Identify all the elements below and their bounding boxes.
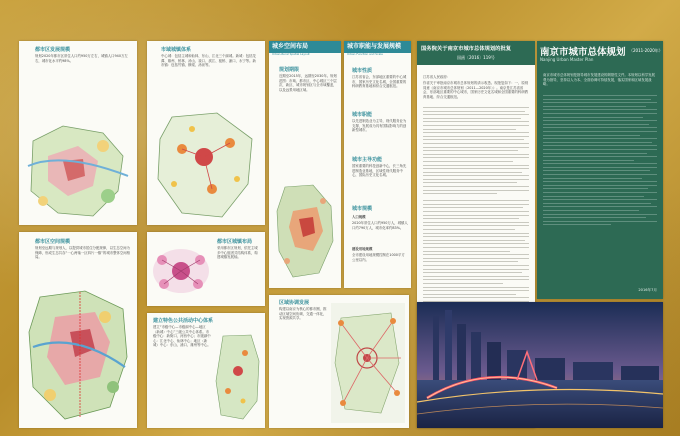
leading-function-text: 国家重要的科技创新中心，长三角先进制造业基地，区域性现代服务中心，国际历史文化名城。 bbox=[352, 164, 407, 178]
regional-coordination-title: 区域协调发展 bbox=[279, 300, 310, 306]
master-plan-panel bbox=[537, 41, 663, 299]
population-scale-label: 人口规模 bbox=[352, 215, 366, 219]
planning-period-text: 近期至2015年，远期至2030年。规划范围：市域、都市区、中心城区三个层次，新区、城市规划区与全市域覆盖，以及远景用地区域。 bbox=[279, 74, 337, 92]
urban-scale-text: 规划2020年都市区常住人口约950万左右，城镇人口940万左右，城市化水平约98%。 bbox=[35, 54, 128, 63]
regional-coordination-panel bbox=[269, 295, 409, 428]
master-plan-years: （2011-2020年） bbox=[629, 48, 663, 53]
urban-scale-title: 都市区发展规模 bbox=[35, 47, 71, 53]
master-plan-date: 2016年7月 bbox=[638, 288, 657, 292]
land-scale-text: 全市建设用地规模控制在1000平方公里以内。 bbox=[352, 253, 405, 262]
urban-function-header-sub: Urban Function and Scale bbox=[347, 52, 383, 56]
city-function-title: 城市职能 bbox=[352, 112, 373, 118]
city-nature-text: 江苏省省会，东部地区重要的中心城市，国家历史文化名城，全国重要的科研教育基地和综合交通枢纽。 bbox=[352, 75, 407, 89]
urban-space-panel bbox=[19, 232, 137, 428]
approval-header-sub: 国函〔2016〕119号 bbox=[457, 55, 495, 60]
urban-rural-panel bbox=[269, 41, 341, 288]
master-plan-text-lines bbox=[543, 95, 657, 228]
urban-function-panel bbox=[344, 41, 411, 288]
town-system-panel bbox=[147, 41, 265, 225]
activity-center-panel bbox=[147, 313, 265, 428]
leading-function-title: 城市主导功能 bbox=[352, 157, 383, 163]
regional-coordination-text: 构建以南京为核心的都市圈，推动区域空间协调，交通一体化，实现资源共享。 bbox=[279, 307, 327, 321]
urban-scale-panel bbox=[19, 41, 137, 225]
activity-center-text: 建立“市级中心—市级副中心—地区（新城）中心”三级公共中心体系。市级中心：新街口、河西中心；市级副中心：江北中心、仙林中心；地区（新城）中心：东山、浦口、雄州等中心。 bbox=[153, 325, 211, 348]
town-layout-panel bbox=[147, 232, 265, 306]
metro-area-map bbox=[23, 121, 133, 221]
master-plan-title: 南京市城市总体规划 bbox=[540, 47, 626, 58]
approval-text-lines bbox=[423, 107, 529, 308]
city-scale-title: 城市规模 bbox=[352, 206, 373, 212]
city-skyline-image bbox=[417, 302, 663, 428]
urban-rural-header: 城乡空间布局 bbox=[269, 41, 341, 53]
master-plan-body: 南京市城市总体规划是指导城市发展建设的纲领性文件。本规划以科学发展观为指导，坚持以人为本、全面协调可持续发展，落实国家和区域发展战略。 bbox=[543, 73, 655, 87]
master-plan-subtitle: Nanjing Urban Master Plan bbox=[540, 57, 594, 62]
land-scale-label: 建设用地规模 bbox=[352, 247, 373, 251]
urban-space-title: 都市区空间规模 bbox=[35, 239, 71, 245]
nanjing-night-photo bbox=[417, 302, 663, 428]
approval-lead: 江苏省人民政府： bbox=[423, 75, 451, 79]
planning-period-title: 规划期限 bbox=[279, 67, 300, 73]
activity-center-map bbox=[213, 331, 263, 423]
urban-function-header: 城市职能与发展规模 bbox=[344, 41, 411, 53]
town-layout-diagram bbox=[150, 240, 212, 302]
town-layout-title: 都市区城镇布局 bbox=[217, 239, 253, 245]
population-scale-text: 2020年常住人口约950万人，城镇人口约790万人，城市化率约83%。 bbox=[352, 221, 408, 230]
town-system-map bbox=[152, 109, 262, 221]
approval-header: 国务院关于南京市城市总体规划的批复 bbox=[421, 46, 512, 52]
urban-space-text: 规划至远期与规划人，以提供城市居住分配规律，以生态空间为保障，形成生态共存“一心两轴一区四片一镇”的城市整体空间格局。 bbox=[35, 246, 131, 260]
approval-body: 你省关于审批南京市城市总体规划的请示收悉。现批复如下：一、原则同意《南京市城市总体规划（2011—2020年）》。南京是江苏省省会，东部地区重要的中心城市，国家历史文化名城和全国重要的科研教育基地、综合交通枢纽。 bbox=[423, 81, 529, 99]
urban-rural-header-sub: Urban-Rural Spatial Layout bbox=[272, 52, 310, 56]
town-layout-text: 采用都市区规划，依托主城多中心组团式结构体系，构建城镇发展轴。 bbox=[217, 246, 258, 260]
urban-structure-map bbox=[25, 287, 133, 423]
city-nature-title: 城市性质 bbox=[352, 68, 373, 74]
land-use-map bbox=[273, 181, 337, 281]
regional-network-map bbox=[331, 303, 405, 423]
activity-center-title: 建立特色公共活动中心体系 bbox=[153, 318, 214, 324]
town-system-text: 中心城：包括主城和仙林、东山、江北三个副城。新城：包括龙潭、雄州、桥林、汤山、禄口、滨江、板桥、浦口、永宁等。新市镇：包括竹镇、横梁、汤泉等。 bbox=[161, 54, 256, 68]
city-function-text: 以先进制造业为主导，现代服务业为支撑，发展成为具有国际影响力的创新型城市。 bbox=[352, 119, 407, 133]
town-system-title: 市域城镇体系 bbox=[161, 47, 192, 53]
